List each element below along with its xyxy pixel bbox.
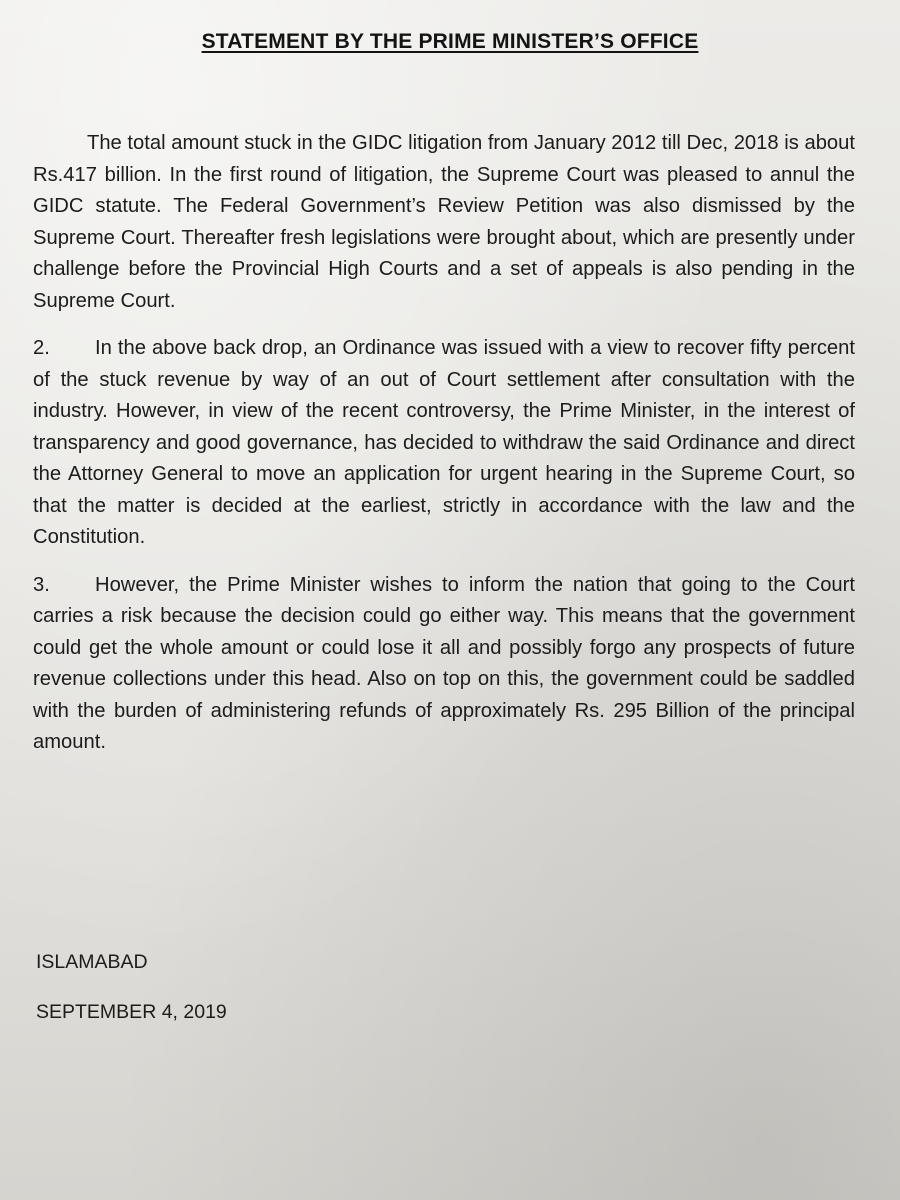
statement-body [33, 128, 855, 759]
paragraph-2-number: 2. [33, 337, 50, 359]
paragraph-1 [33, 128, 855, 317]
paragraph-1-text: The total amount stuck in the GIDC litigation from January 2012 till Dec, 2018 is about Rs.417 billion. In the first round of litigation, the Supreme Court was pleased to annul the GIDC statute. The Federal Government’s Review Petition was also dismissed by the Supreme Court. Thereafter fresh legislations were brought about, which are presently under challenge before the Provincial High Courts and a set of appeals is also pending in the Supreme Court. [33, 132, 855, 312]
paragraph-2-text: In the above back drop, an Ordinance was issued with a view to recover fifty percent of the stuck revenue by way of an out of Court settlement after consultation with the industry. However, in view of the recent controversy, the Prime Minister, in the interest of transparency and good governance, has decided to withdraw the said Ordinance and direct the Attorney General to move an application for urgent hearing in the Supreme Court, so that the matter is decided at the earliest, strictly in accordance with the law and the Constitution. [33, 337, 855, 548]
place-line: ISLAMABAD [36, 951, 148, 973]
paragraph-2 [33, 333, 855, 554]
title-text: STATEMENT BY THE PRIME MINISTER’S OFFICE [201, 30, 699, 53]
paragraph-3-number: 3. [33, 573, 50, 596]
document-title [0, 30, 900, 54]
date-line: SEPTEMBER 4, 2019 [36, 1001, 227, 1023]
paragraph-3-text: However, the Prime Minister wishes to inform the nation that going to the Court carries a risk because the decision could go either way. This means that the government could get the whole amount or could lose it all and possibly forgo any prospects of future revenue collections under this head. Also on top on this, the government could be saddled with the burden of administering refunds of approximately Rs. 295 Billion of the principal amount. [33, 573, 855, 753]
paragraph-3 [33, 570, 855, 759]
